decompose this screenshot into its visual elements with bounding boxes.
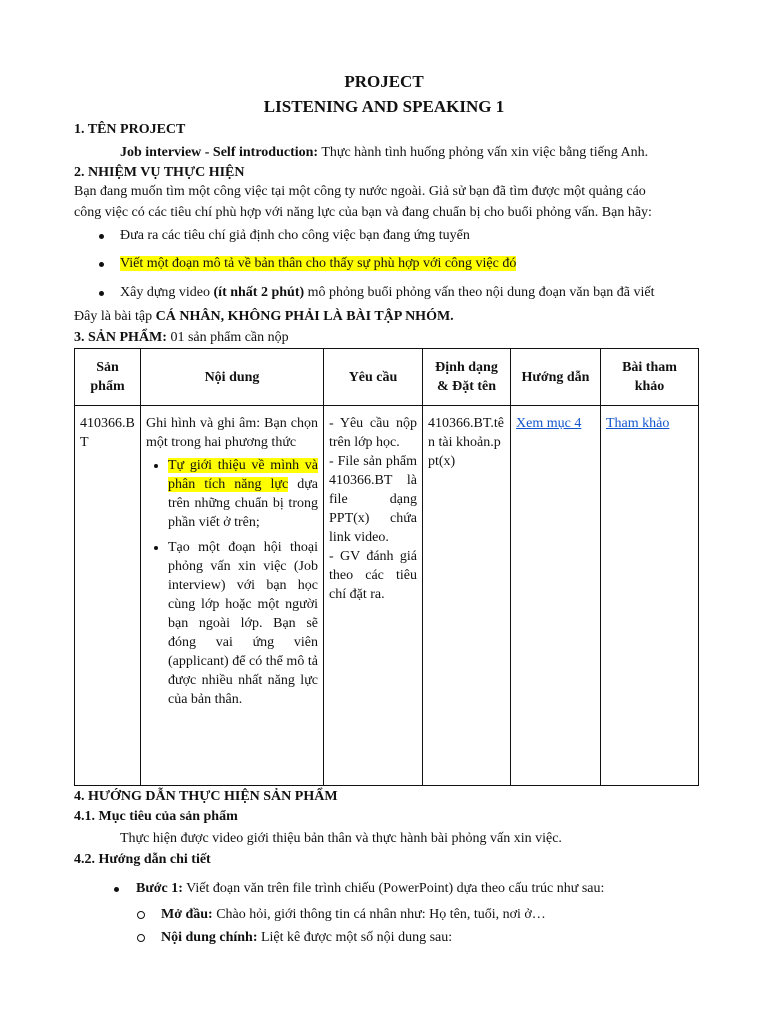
product-table bbox=[74, 348, 699, 786]
step-1-sub-1 bbox=[161, 906, 546, 924]
step-1-sub-2 bbox=[161, 929, 452, 947]
cell-instructions bbox=[511, 406, 601, 786]
requirement-3: - GV đánh giá theo các tiêu chí đặt ra. bbox=[329, 549, 417, 602]
requirement-1: - Yêu cầu nộp trên lớp học. bbox=[329, 416, 417, 450]
section-3-heading bbox=[74, 329, 289, 347]
step-1-label: Bước 1: bbox=[136, 881, 183, 896]
section-2-heading: 2. NHIỆM VỤ THỰC HIỆN bbox=[74, 165, 245, 180]
highlighted-text: Viết một đoạn mô tả về bản thân cho thấy sự phù hợp với công việc đó bbox=[120, 256, 517, 271]
header-format-naming: Định dạng & Đặt tên bbox=[423, 349, 511, 406]
cell-content bbox=[141, 406, 324, 786]
section-4-1-text: Thực hiện được video giới thiệu bản thân và thực hành bài phỏng vấn xin việc. bbox=[120, 831, 562, 846]
task-bullet-3 bbox=[120, 284, 655, 302]
project-description: Thực hành tình huống phỏng vấn xin việc bằng tiếng Anh. bbox=[318, 145, 649, 160]
section-4-2-heading: 4.2. Hướng dẫn chi tiết bbox=[74, 852, 211, 867]
list-item bbox=[168, 456, 318, 532]
section-2-paragraph-line2: công việc có các tiêu chí phù hợp với năng lực của bạn và đang chuẩn bị cho buổi phỏng vấn. Bạn hãy: bbox=[74, 205, 652, 220]
section-1-text bbox=[120, 144, 648, 162]
sub-item-2-label: Nội dung chính: bbox=[161, 930, 258, 945]
highlighted-text: Tự giới thiệu về mình và phân tích năng lực bbox=[168, 458, 318, 492]
section-1-heading: 1. TÊN PROJECT bbox=[74, 122, 186, 137]
individual-note-emphasis: CÁ NHÂN, KHÔNG PHẢI LÀ BÀI TẬP NHÓM. bbox=[155, 309, 454, 324]
content-options-list bbox=[146, 456, 318, 709]
content-option-1-rest: dựa trên những chuẩn bị trong phần viết ở trên; bbox=[168, 477, 318, 530]
table-header-row bbox=[75, 349, 699, 406]
task-bullet-3-post: mô phỏng buổi phỏng vấn theo nội dung đoạn văn bạn đã viết bbox=[304, 285, 655, 300]
task-bullet-3-duration: (ít nhất 2 phút) bbox=[213, 285, 305, 300]
requirement-2: - File sản phẩm 410366.BT là file dạng PPT(x) chứa link video. bbox=[329, 454, 417, 545]
task-bullet-3-pre: Xây dựng video bbox=[120, 285, 214, 300]
bullet-icon bbox=[99, 262, 104, 267]
header-content: Nội dung bbox=[141, 349, 324, 406]
bullet-icon bbox=[99, 234, 104, 239]
task-bullet-1: Đưa ra các tiêu chí giả định cho công việc bạn đang ứng tuyển bbox=[120, 228, 470, 243]
step-1 bbox=[136, 880, 604, 898]
cell-format: 410366.BT.tên tài khoản.ppt(x) bbox=[423, 406, 511, 786]
section-4-heading: 4. HƯỚNG DẪN THỰC HIỆN SẢN PHẨM bbox=[74, 789, 338, 804]
step-1-text: Viết đoạn văn trên file trình chiếu (PowerPoint) dựa theo cấu trúc như sau: bbox=[182, 881, 605, 896]
circle-bullet-icon bbox=[137, 911, 145, 919]
individual-note bbox=[74, 308, 454, 326]
section-3-title: 3. SẢN PHẨM: bbox=[74, 330, 167, 345]
header-requirements: Yêu cầu bbox=[324, 349, 423, 406]
cell-reference bbox=[601, 406, 699, 786]
reference-link[interactable]: Tham khảo bbox=[606, 416, 670, 431]
section-3-text: 01 sản phẩm cần nộp bbox=[166, 330, 289, 345]
section-2-paragraph-line1: Bạn đang muốn tìm một công việc tại một công ty nước ngoài. Giả sử bạn đã tìm được một quảng cáo bbox=[74, 184, 646, 199]
circle-bullet-icon bbox=[137, 934, 145, 942]
content-intro: Ghi hình và ghi âm: Bạn chọn một trong hai phương thức bbox=[146, 416, 318, 450]
document-subtitle: LISTENING AND SPEAKING 1 bbox=[263, 97, 505, 116]
task-bullet-2 bbox=[120, 255, 516, 273]
sub-item-1-text: Chào hỏi, giới thông tin cá nhân như: Họ tên, tuổi, nơi ở… bbox=[212, 907, 546, 922]
header-instructions: Hướng dẫn bbox=[511, 349, 601, 406]
header-reference: Bài tham khảo bbox=[601, 349, 699, 406]
cell-product-code: 410366.BT bbox=[75, 406, 141, 786]
document-title: PROJECT bbox=[344, 72, 424, 91]
table-row bbox=[75, 406, 699, 786]
list-item: • Tạo một đoạn hội thoại phỏng vấn xin việc (Job interview) với bạn học cùng lớp hoặc một người bạn ngoài lớp. Bạn sẽ đóng vai ứng viên (applicant) để có thể mô tả được nhiều nhất năng lực của bản thân. bbox=[168, 538, 318, 709]
bullet-icon bbox=[114, 887, 119, 892]
sub-item-1-label: Mở đầu: bbox=[161, 907, 213, 922]
cell-requirements bbox=[324, 406, 423, 786]
individual-note-pre: Đây là bài tập bbox=[74, 309, 156, 324]
bullet-icon bbox=[99, 291, 104, 296]
header-product: Sản phẩm bbox=[75, 349, 141, 406]
see-section-4-link[interactable]: Xem mục 4 bbox=[516, 416, 582, 431]
project-name: Job interview - Self introduction: bbox=[120, 145, 319, 160]
section-4-1-heading: 4.1. Mục tiêu của sản phẩm bbox=[74, 809, 238, 824]
sub-item-2-text: Liệt kê được một số nội dung sau: bbox=[257, 930, 453, 945]
